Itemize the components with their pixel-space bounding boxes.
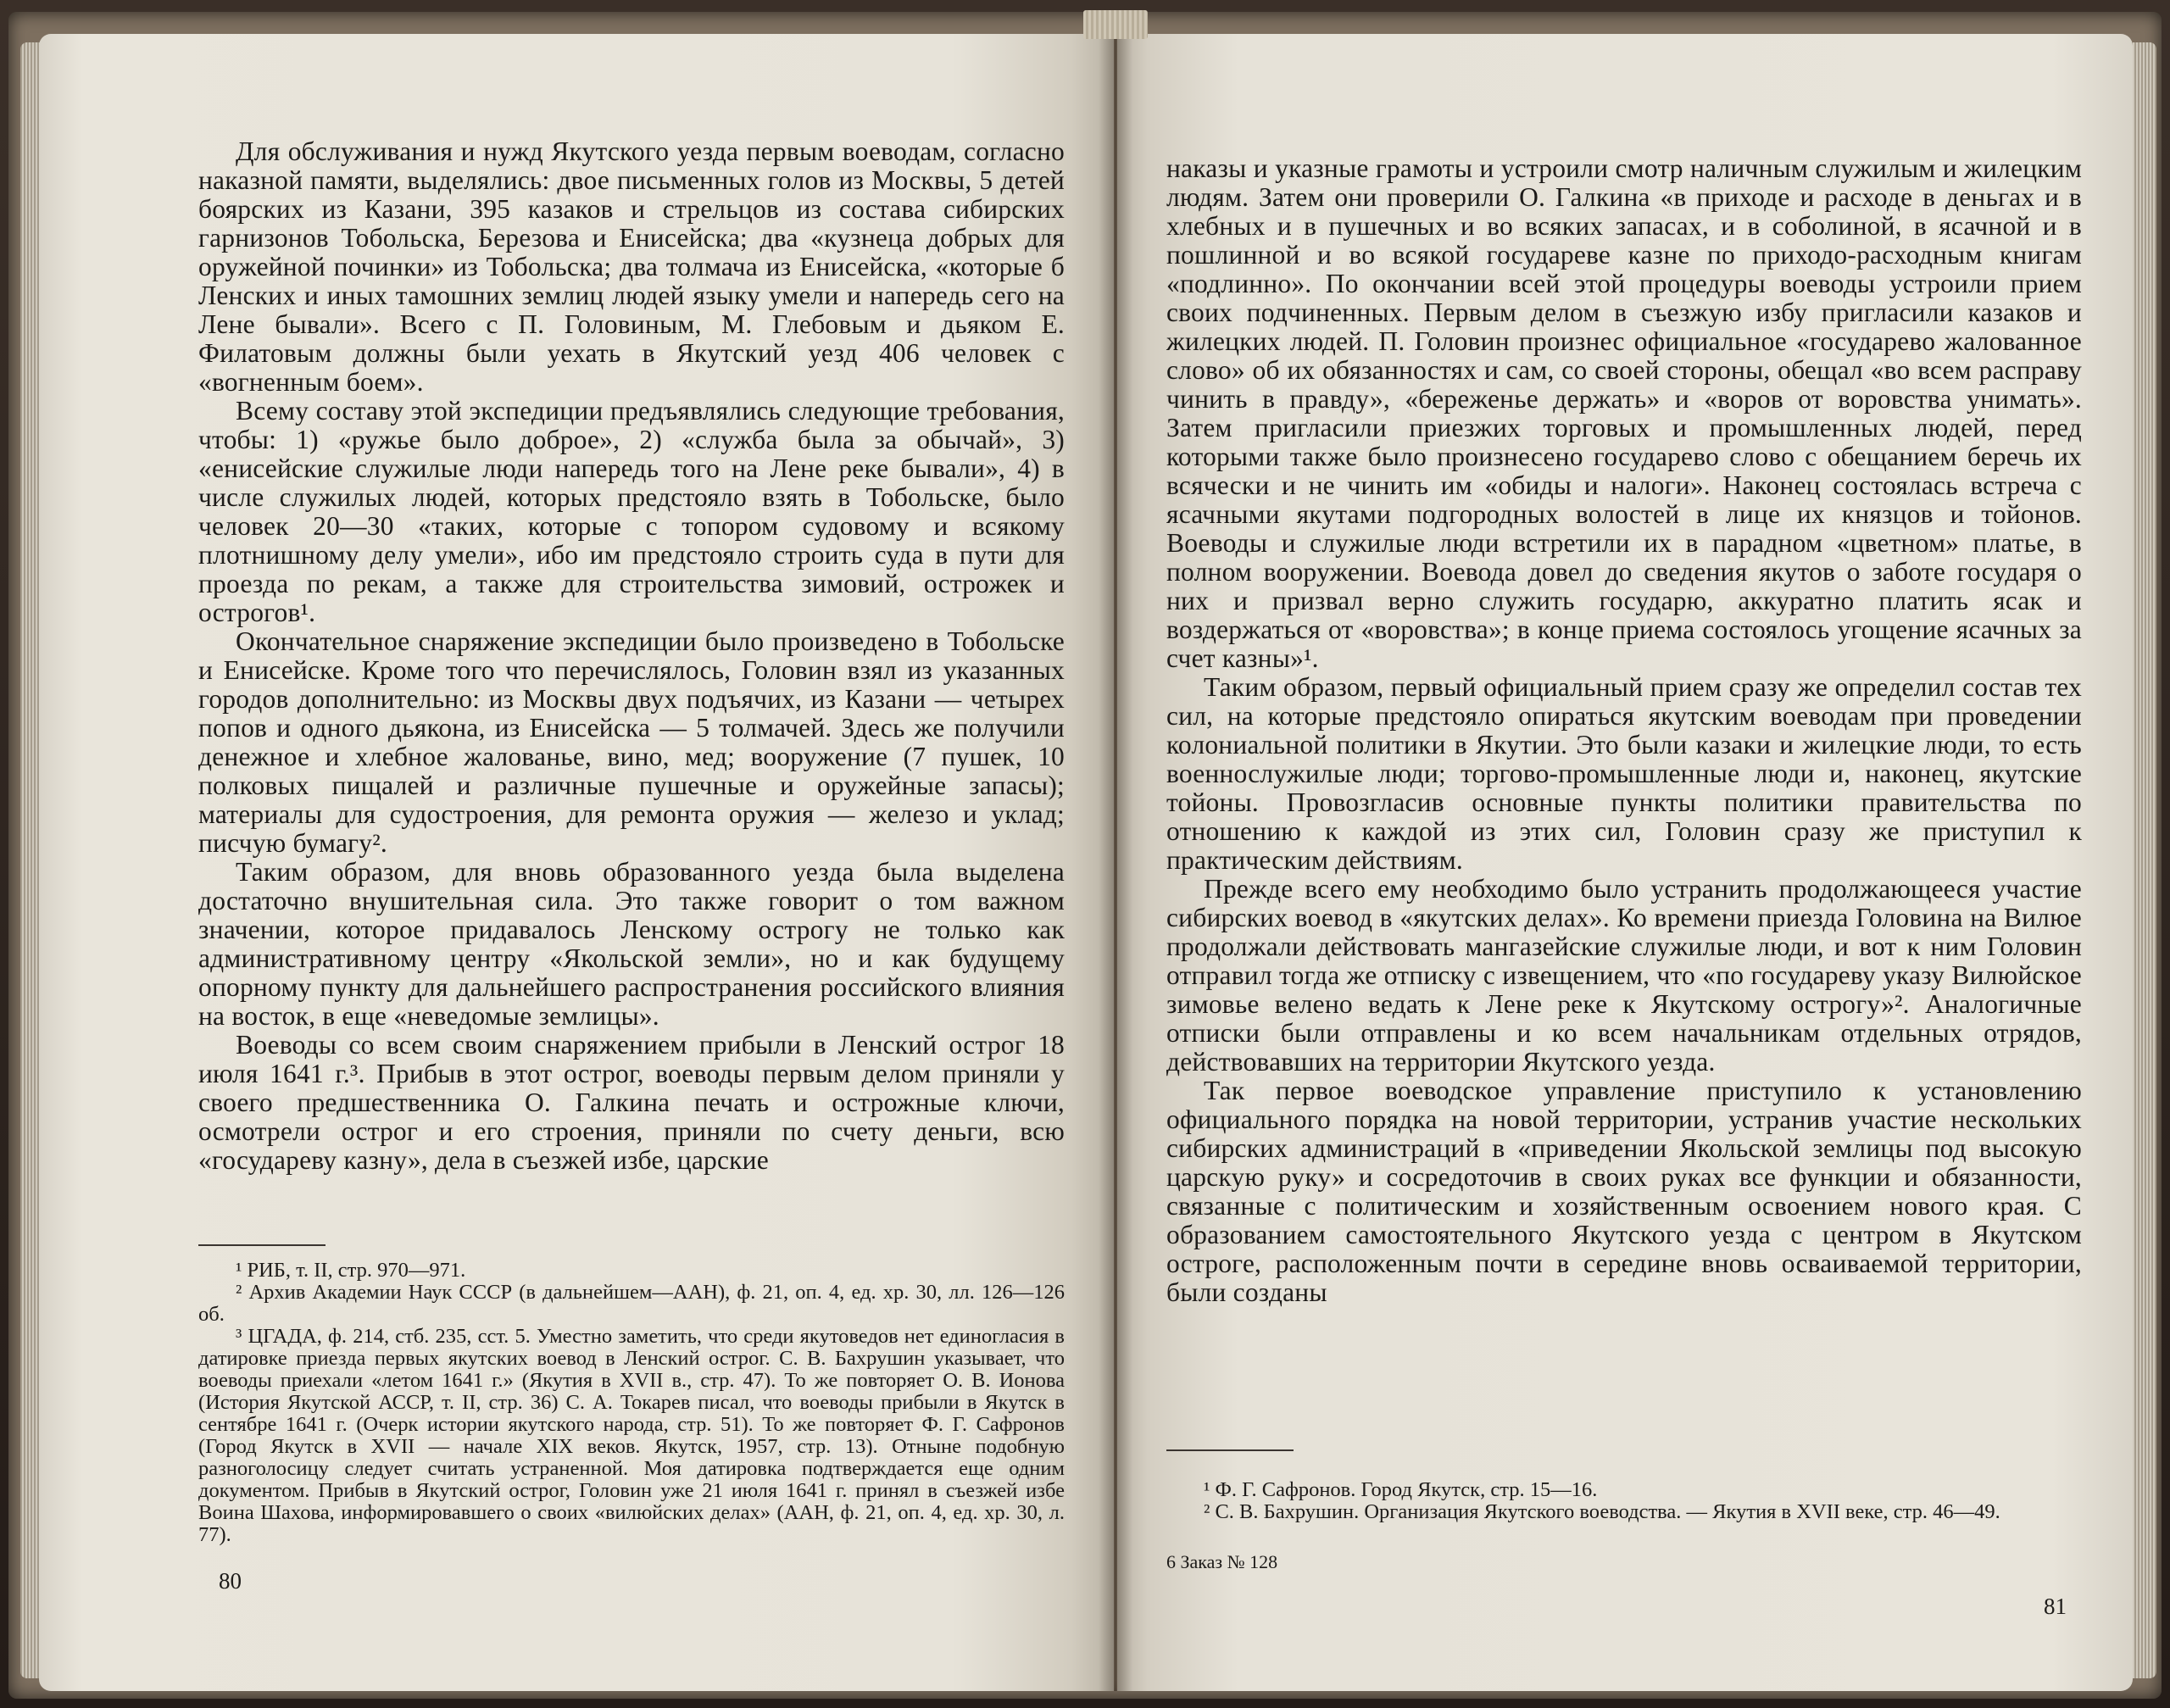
right-paragraph-1: наказы и указные грамоты и устроили смотр наличным служилым и жилецким людям. Затем они проверили О. Галкина «в приходе и расходе в деньгах и в хлебных и в пушечных и во всяких запасах, и в соболиной, в ясачной и в пошлинной и во всякой государеве казне по приходо-расходным книгам «подлинно». По окончании всей этой процедуры воеводы устроили прием своих подчиненных. Первым делом в съезжую избу пригласили казаков и жилецких людей. П. Головин произнес официальное «государево жалованное слово» об их обязанностях и сам, со своей стороны, обещал «во всем расправу чинить в правду», «береженье держать» и «воров от воровства унимать». Затем пригласили приезжих торговых и промышленных людей, перед которыми также было произнесено государево слово с обещанием беречь их всячески и не чинить им «обиды и налоги». Наконец состоялась встреча с ясачными якутами подгородных волостей в лице их князцов и тойонов. Воеводы и служилые люди встретили их в парадном «цветном» платье, в полном вооружении. Воевода довел до сведения якутов о заботе государя о них и призвал верно служить государю, аккуратно платить ясак и воздержаться от «воровства»; в конце приема состоялось угощение ясачных за счет казны»¹. bbox=[1166, 153, 2082, 673]
right-page-body bbox=[1166, 154, 2082, 1307]
left-footnote-2: ² Архив Академии Наук СССР (в дальнейшем—ААН), ф. 21, оп. 4, ед. хр. 30, лл. 126—126 об. bbox=[198, 1281, 1065, 1326]
left-page-body bbox=[198, 137, 1065, 1175]
left-footnote-separator bbox=[198, 1244, 326, 1246]
right-paragraph-2: Таким образом, первый официальный прием сразу же определил состав тех сил, на которые предстояло опираться якутским воеводам при проведении колониальной политики в Якутии. Это были казаки и жилецкие люди, то есть военнослужилые люди; торгово-промышленные люди и, наконец, якутские тойоны. Провозгласив основные пункты политики правительства по отношению к каждой из этих сил, Головин сразу же приступил к практическим действиям. bbox=[1166, 672, 2082, 875]
left-footnote-3: ³ ЦГАДА, ф. 214, стб. 235, сст. 5. Уместно заметить, что среди якутоведов нет единогласия в датировке приезда первых якутских воевод в Ленский острог. С. В. Бахрушин указывает, что воеводы приехали «летом 1641 г.» (Якутия в XVII в., стр. 47). То же повторяет О. В. Ионова (История Якутской АССР, т. II, стр. 36) С. А. Токарев писал, что воеводы прибыли в Якутск в сентябре 1641 г. (Очерк истории якутского народа, стр. 51). То же повторяет Ф. Г. Сафронов (Город Якутск в XVII — начале XIX веков. Якутск, 1957, стр. 13). Отныне подобную разноголосицу следует считать устраненной. Моя датировка подтверждается еще одним документом. Прибыв в Якутский острог, Головин уже 21 июля 1641 г. принял в съезжей избе Воина Шахова, информировавшего о своих «вилюйских делах» (ААН, ф. 21, оп. 4, ед. хр. 30, л. 77). bbox=[198, 1325, 1065, 1546]
open-book bbox=[39, 34, 2133, 1691]
left-footnotes bbox=[198, 1260, 1065, 1546]
left-paragraph-5: Воеводы со всем своим снаряжением прибыли в Ленский острог 18 июля 1641 г.³. Прибыв в этот острог, воеводы первым делом приняли у своего предшественника О. Галкина печать и острожные ключи, осмотрели острог и его строения, приняли по счету деньги, всю «государеву казну», дела в съезжей избе, царские bbox=[198, 1030, 1065, 1175]
page-edges-right bbox=[2133, 42, 2156, 1678]
left-paragraph-4: Таким образом, для вновь образованного уезда была выделена достаточно внушительная сила. Это также говорит о том важном значении, которое придавалось Ленскому острогу не только как административному центру «Якольской земли», но и как будущему опорному пункту для дальнейшего распространения российского влияния на восток, в еще «неведомые землицы». bbox=[198, 857, 1065, 1031]
right-footnotes bbox=[1166, 1479, 2082, 1523]
left-paragraph-2: Всему составу этой экспедиции предъявлялись следующие требования, чтобы: 1) «ружье было доброе», 2) «служба была за обычай», 3) «енисейские служилые люди напередь того на Лене реке бывали», 4) в числе служилых людей, которых предстояло взять в Тобольске, было человек 20—30 «таких, которые с топором судовому и всякому плотнишному делу умели», ибо им предстояло строить суда в пути для проезда по рекам, а также для строительства зимовий, острожек и острогов¹. bbox=[198, 396, 1065, 627]
left-footnote-1: ¹ РИБ, т. II, стр. 970—971. bbox=[236, 1259, 466, 1282]
right-paragraph-4: Так первое воеводское управление приступило к установлению официального порядка на новой территории, устранив участие нескольких сибирских администраций в «приведении Якольской землицы под высокую царскую руку» и сосредоточив в своих руках все функции и обязанности, связанные с политическим и хозяйственным освоением нового края. С образованием самостоятельного Якутского уезда с центром в Якутском остроге, расположенным почти в середине вновь осваиваемой территории, были созданы bbox=[1166, 1076, 2082, 1307]
right-footnote-1: ¹ Ф. Г. Сафронов. Город Якутск, стр. 15—16. bbox=[1204, 1478, 1598, 1501]
left-paragraph-1: Для обслуживания и нужд Якутского уезда первым воеводам, согласно наказной памяти, выделялись: двое письменных голов из Москвы, 5 детей боярских из Казани, 395 казаков и стрельцов из состава сибирских гарнизонов Тобольска, Березова и Енисейска; два «кузнеца добрых для оружейной починки» из Тобольска; два толмача из Енисейска, «которые б Ленских и иных тамошних землиц людей языку умели и напередь сего на Лене бывали». Всего с П. Головиным, М. Глебовым и дьяком Е. Филатовым должны были уехать в Якутский уезд 406 человек с «вогненным боем». bbox=[198, 136, 1065, 397]
book-gutter bbox=[1099, 34, 1132, 1691]
right-page bbox=[1117, 34, 2133, 1691]
printer-signature: 6 Заказ № 128 bbox=[1166, 1551, 1278, 1572]
left-page-number: 80 bbox=[219, 1568, 242, 1594]
right-paragraph-3: Прежде всего ему необходимо было устранить продолжающееся участие сибирских воевод в «якутских делах». Ко времени приезда Головина на Вилюе продолжали действовать мангазейские служилые люди, и вот к ним Головин отправил тогда же отписку с извещением, что «по государеву указу Вилюйское зимовье велено ведать к Лене реке к Якутскому острогу»². Аналогичные отписки были отправлены и ко всем начальникам отдельных отрядов, действовавших на территории Якутского уезда. bbox=[1166, 874, 2082, 1077]
right-footnote-separator bbox=[1166, 1449, 1294, 1451]
spine-binding-thread bbox=[1083, 10, 1148, 39]
left-page bbox=[39, 34, 1114, 1691]
right-footnote-2: ² С. В. Бахрушин. Организация Якутского воеводства. — Якутия в XVII веке, стр. 46—49. bbox=[1204, 1500, 2000, 1523]
left-paragraph-3: Окончательное снаряжение экспедиции было произведено в Тобольске и Енисейске. Кроме того что перечислялось, Головин взял из указанных городов дополнительно: из Москвы двух подъячих, из Казани — четырех попов и одного дьякона, из Енисейска — 5 толмачей. Здесь же получили денежное и хлебное жалованье, вино, мед; вооружение (7 пушек, 10 полковых пищалей и различные пушечные и оружейные запасы); материалы для судостроения, для ремонта оружия — железо и уклад; писчую бумагу². bbox=[198, 626, 1065, 858]
right-page-number: 81 bbox=[2044, 1594, 2067, 1619]
